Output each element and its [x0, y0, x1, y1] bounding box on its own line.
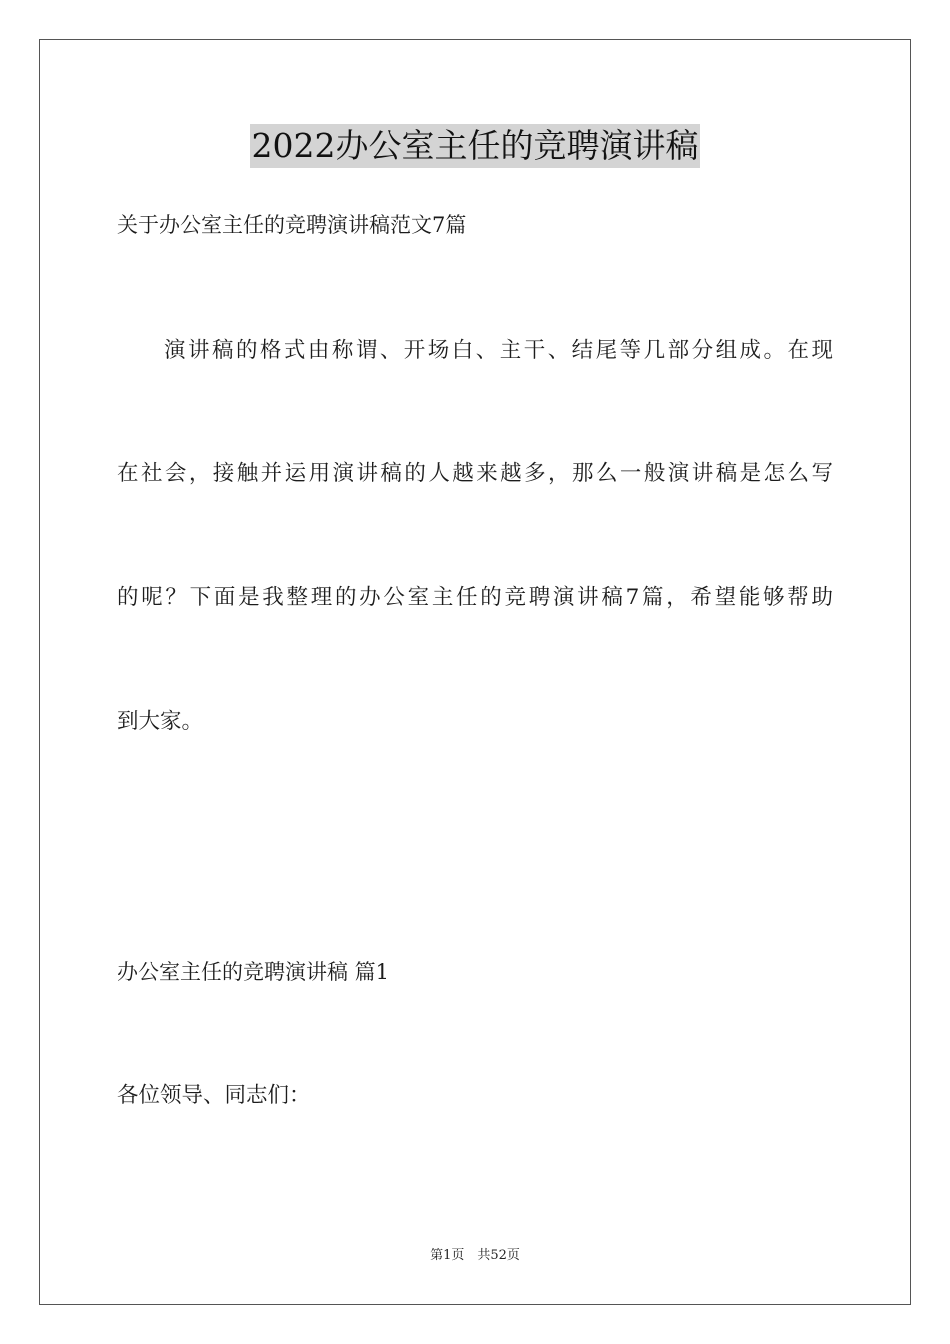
intro-line-4: 到大家。: [117, 709, 204, 734]
page-number-footer: 第1页 共52页: [430, 1248, 520, 1263]
document-title: 2022办公室主任的竞聘演讲稿: [250, 124, 701, 168]
salutation: 各位领导、同志们：: [117, 1083, 311, 1108]
title-container: [0, 124, 950, 168]
intro-line-2: 在社会，接触并运用演讲稿的人越来越多，那么一般演讲稿是怎么写: [117, 461, 833, 486]
section-heading: 办公室主任的竞聘演讲稿 篇1: [117, 960, 390, 984]
document-subtitle: 关于办公室主任的竞聘演讲稿范文7篇: [117, 213, 467, 237]
intro-line-1: 演讲稿的格式由称谓、开场白、主干、结尾等几部分组成。在现: [164, 338, 833, 363]
intro-line-3: 的呢？下面是我整理的办公室主任的竞聘演讲稿7篇，希望能够帮助: [117, 585, 833, 610]
